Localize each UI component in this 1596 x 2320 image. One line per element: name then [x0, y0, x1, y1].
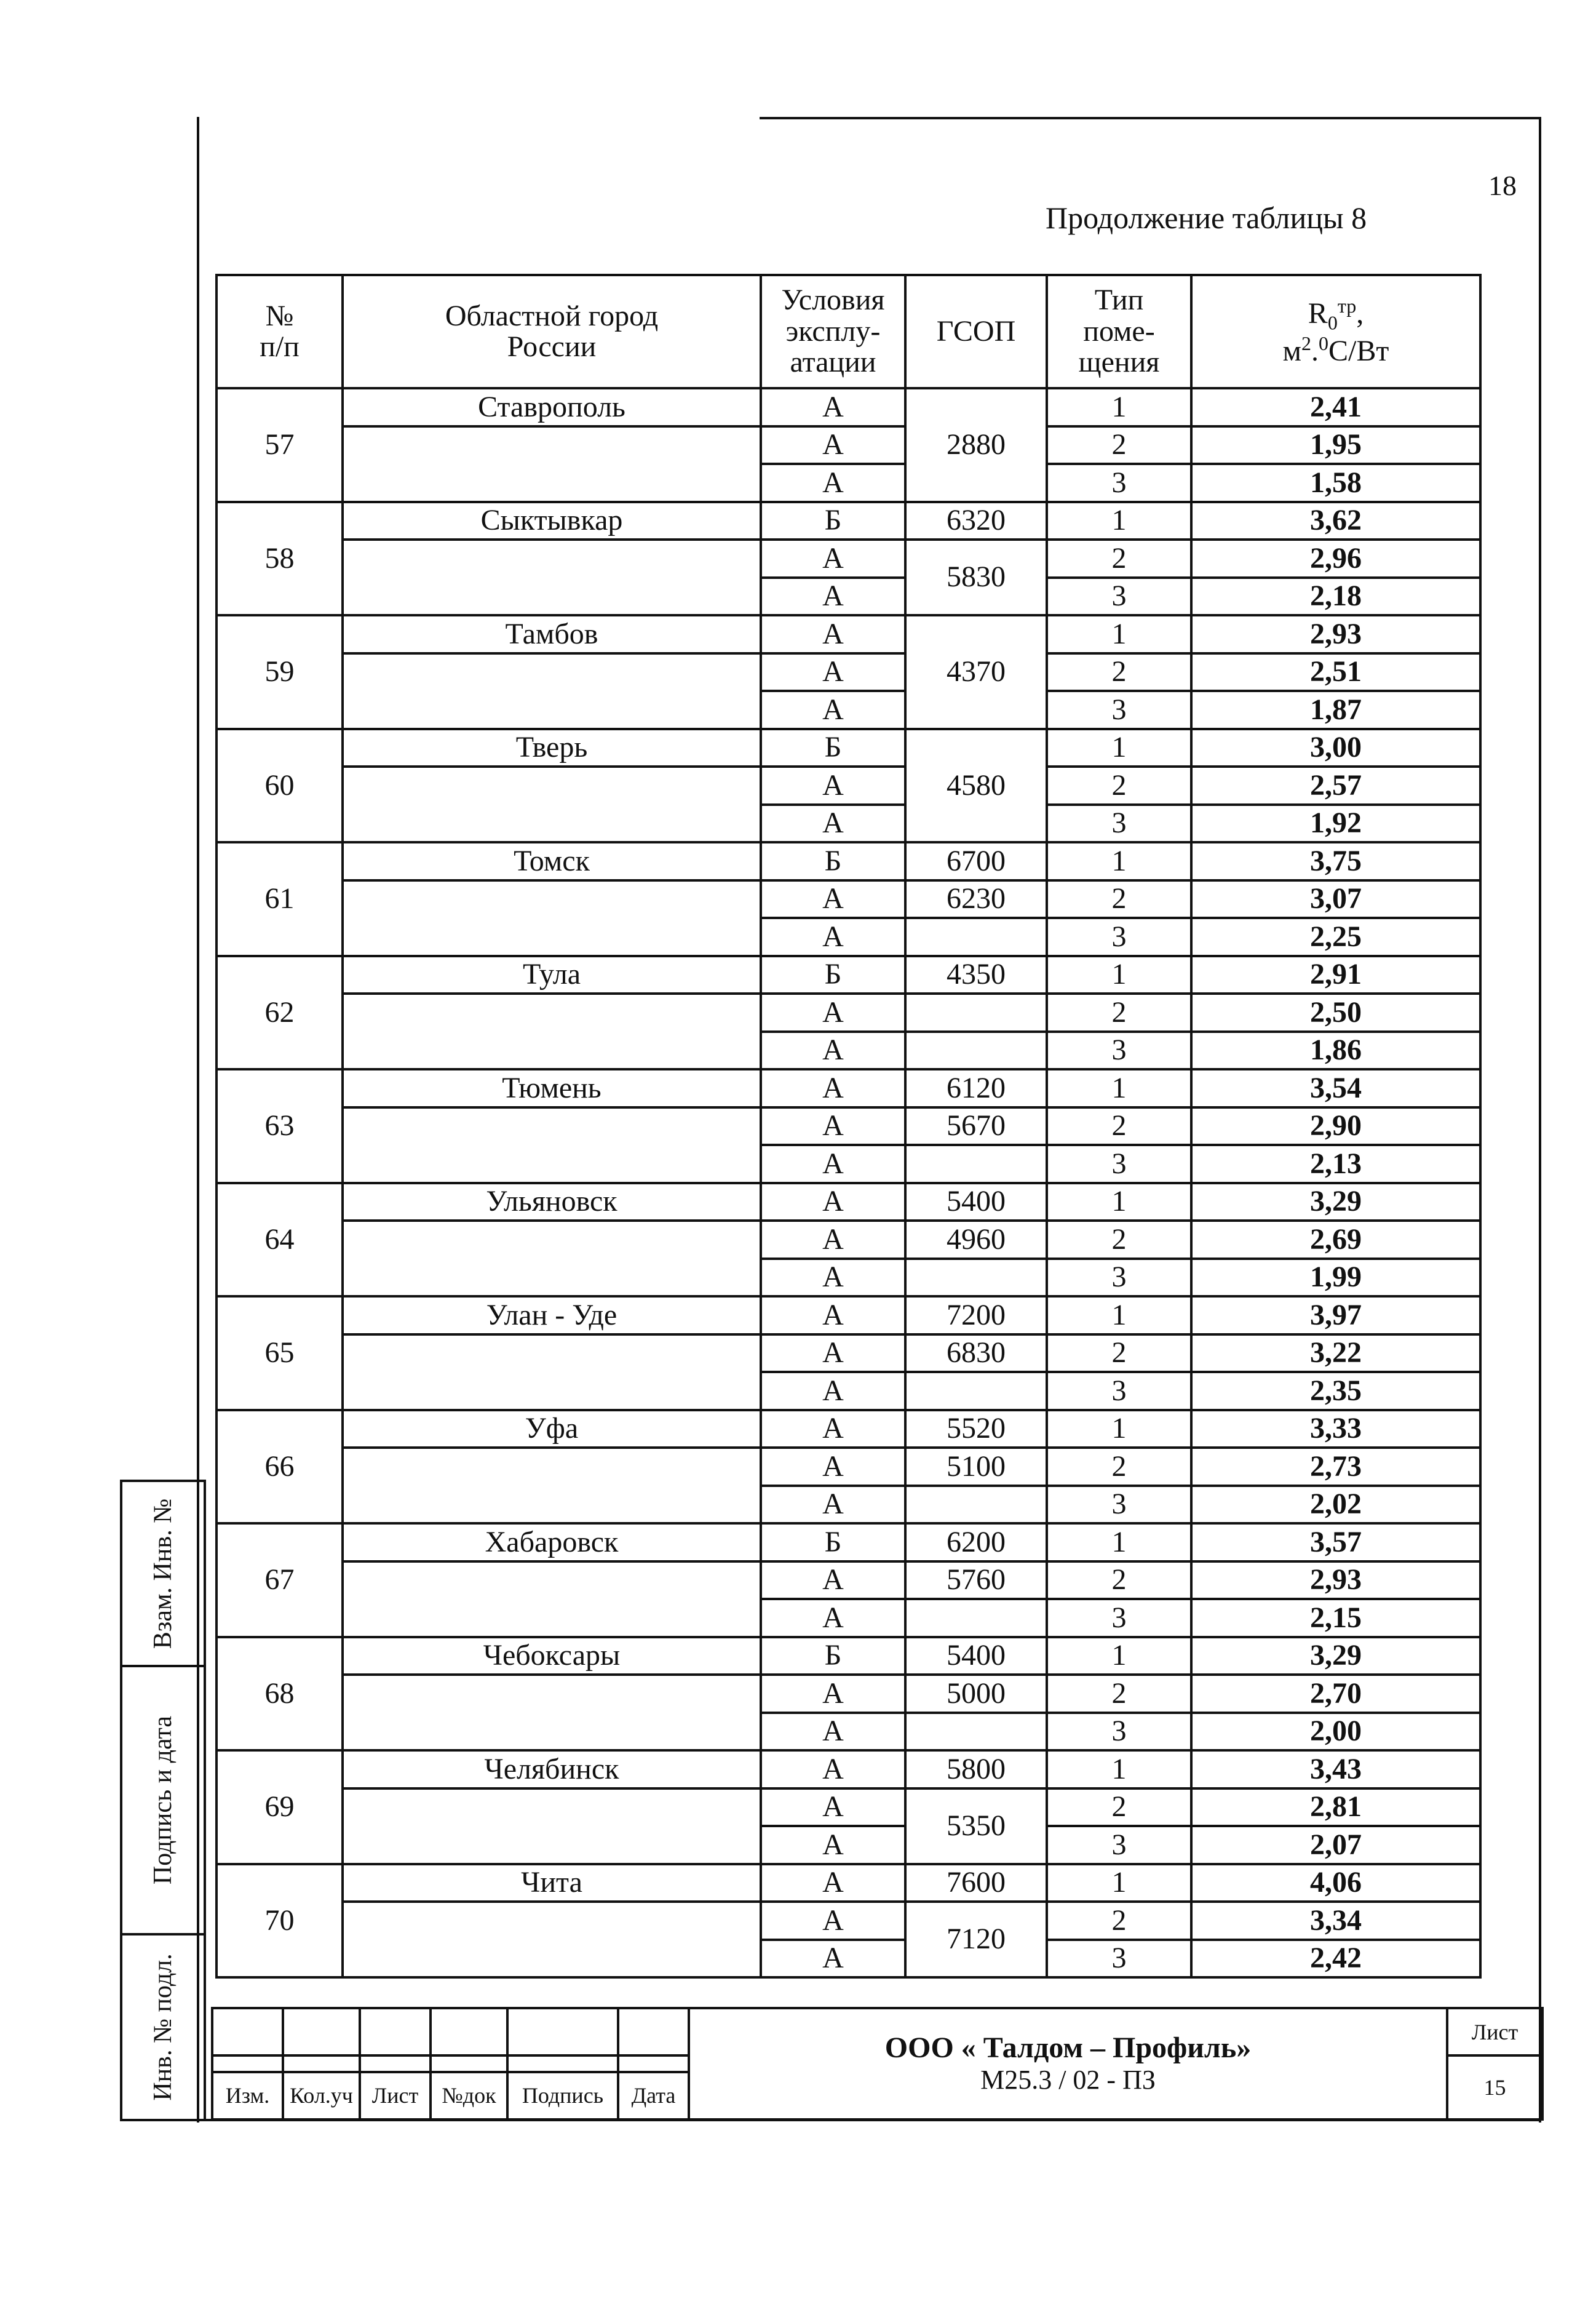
stamp-cell [618, 2008, 689, 2055]
table-row [216, 1523, 1480, 1561]
resistance-cell: 3,97 [1191, 1296, 1480, 1334]
conditions-cell: А [761, 1599, 905, 1637]
unit-rest: С/Вт [1328, 335, 1389, 368]
city-name: Ставрополь [343, 388, 761, 426]
table-row [216, 1107, 1480, 1146]
row-number: 69 [216, 1750, 343, 1864]
header-number-line1: № [265, 299, 294, 332]
room-type-cell: 3 [1047, 1599, 1191, 1637]
city-name: Сыктывкар [343, 502, 761, 540]
resistance-cell: 3,75 [1191, 842, 1480, 880]
table-row [216, 1675, 1480, 1713]
city-empty [343, 1675, 761, 1750]
gsop-cell: 6200 [905, 1523, 1047, 1561]
resistance-cell: 3,43 [1191, 1750, 1480, 1788]
top-frame-line [760, 117, 1541, 119]
side-box-vzam [120, 1480, 206, 1667]
gsop-cell [905, 1486, 1047, 1524]
row-number: 57 [216, 388, 343, 502]
stamp-cell [283, 2055, 360, 2072]
row-number: 67 [216, 1523, 343, 1637]
stamp-org-cell [689, 2008, 1447, 2119]
room-type-cell: 1 [1047, 729, 1191, 767]
side-label-podpis: Подпись и дата [149, 1715, 177, 1885]
row-number: 66 [216, 1410, 343, 1524]
room-type-cell: 3 [1047, 578, 1191, 616]
table-header-row [216, 275, 1480, 388]
resistance-cell: 3,22 [1191, 1334, 1480, 1373]
city-empty [343, 994, 761, 1069]
sheet-number: 15 [1447, 2055, 1542, 2119]
header-conditions-line2: эксплу- [785, 314, 881, 348]
city-name: Чита [343, 1864, 761, 1902]
title-block-row-1 [212, 2008, 1542, 2055]
city-empty [343, 540, 761, 615]
row-number: 59 [216, 615, 343, 729]
conditions-cell: А [761, 578, 905, 616]
conditions-cell: А [761, 653, 905, 692]
city-name: Тюмень [343, 1069, 761, 1107]
conditions-cell: А [761, 464, 905, 502]
room-type-cell: 2 [1047, 1788, 1191, 1827]
table-body [216, 388, 1480, 1977]
header-conditions-line1: Условия [781, 284, 885, 317]
room-type-cell: 2 [1047, 1334, 1191, 1373]
room-type-cell: 2 [1047, 994, 1191, 1032]
resistance-cell: 2,90 [1191, 1107, 1480, 1146]
room-type-cell: 1 [1047, 1183, 1191, 1221]
table-row [216, 426, 1480, 464]
gsop-cell: 5350 [905, 1788, 1047, 1864]
resistance-cell: 2,35 [1191, 1372, 1480, 1410]
gsop-cell: 4580 [905, 729, 1047, 843]
stamp-cell [618, 2055, 689, 2072]
side-box-inv [120, 1933, 206, 2121]
resistance-cell: 2,81 [1191, 1788, 1480, 1827]
gsop-cell: 7600 [905, 1864, 1047, 1902]
gsop-cell: 5400 [905, 1183, 1047, 1221]
resistance-cell: 2,91 [1191, 956, 1480, 994]
city-name: Чебоксары [343, 1637, 761, 1675]
table-row [216, 994, 1480, 1032]
resistance-cell: 2,57 [1191, 767, 1480, 805]
gsop-cell [905, 1713, 1047, 1751]
table-row [216, 1788, 1480, 1827]
room-type-cell: 3 [1047, 1940, 1191, 1978]
city-empty [343, 1334, 761, 1410]
title-block [211, 2007, 1544, 2121]
city-empty [343, 1107, 761, 1183]
city-empty [343, 1221, 761, 1296]
row-number: 60 [216, 729, 343, 843]
resistance-cell: 1,92 [1191, 805, 1480, 843]
table-row [216, 1448, 1480, 1486]
conditions-cell: А [761, 880, 905, 919]
conditions-cell: Б [761, 502, 905, 540]
header-room-type-line3: щения [1078, 346, 1160, 379]
room-type-cell: 2 [1047, 1675, 1191, 1713]
header-resistance [1191, 275, 1480, 388]
table-row [216, 1637, 1480, 1675]
gsop-cell: 5520 [905, 1410, 1047, 1448]
conditions-cell: А [761, 918, 905, 956]
resistance-cell: 3,57 [1191, 1523, 1480, 1561]
side-label-vzam: Взам. Инв. № [149, 1498, 177, 1649]
conditions-cell: А [761, 805, 905, 843]
table-row [216, 388, 1480, 426]
conditions-cell: Б [761, 729, 905, 767]
conditions-cell: А [761, 388, 905, 426]
document-code: М25.3 / 02 - ПЗ [980, 2065, 1156, 2095]
room-type-cell: 2 [1047, 426, 1191, 464]
r-subscript: 0 [1327, 311, 1338, 334]
room-type-cell: 2 [1047, 1221, 1191, 1259]
resistance-cell: 2,13 [1191, 1145, 1480, 1183]
gsop-cell [905, 1032, 1047, 1070]
resistance-cell: 1,99 [1191, 1259, 1480, 1297]
stamp-col-ndok: №док [431, 2072, 507, 2119]
conditions-cell: А [761, 1826, 905, 1864]
resistance-cell: 2,73 [1191, 1448, 1480, 1486]
table-row [216, 729, 1480, 767]
stamp-cell [360, 2055, 431, 2072]
stamp-col-data: Дата [618, 2072, 689, 2119]
gsop-cell [905, 1145, 1047, 1183]
city-empty [343, 880, 761, 956]
city-empty [343, 653, 761, 729]
conditions-cell: А [761, 1788, 905, 1827]
resistance-cell: 2,02 [1191, 1486, 1480, 1524]
city-name: Улан - Уде [343, 1296, 761, 1334]
gsop-cell: 6320 [905, 502, 1047, 540]
city-name: Ульяновск [343, 1183, 761, 1221]
right-frame-line [1539, 117, 1541, 2123]
resistance-cell: 4,06 [1191, 1864, 1480, 1902]
header-room-type-line1: Тип [1094, 284, 1144, 317]
table-caption: Продолжение таблицы 8 [1046, 201, 1367, 235]
resistance-cell: 3,33 [1191, 1410, 1480, 1448]
gsop-cell [905, 1259, 1047, 1297]
gsop-cell: 5760 [905, 1561, 1047, 1600]
row-number: 70 [216, 1864, 343, 1978]
header-resistance-unit [1193, 333, 1479, 367]
resistance-cell: 2,00 [1191, 1713, 1480, 1751]
room-type-cell: 1 [1047, 502, 1191, 540]
conditions-cell: Б [761, 956, 905, 994]
room-type-cell: 3 [1047, 1032, 1191, 1070]
room-type-cell: 3 [1047, 1259, 1191, 1297]
resistance-cell: 2,93 [1191, 1561, 1480, 1600]
thermal-resistance-table [215, 274, 1482, 1979]
unit-dot: . [1311, 335, 1319, 368]
header-conditions-line3: атации [790, 346, 876, 379]
header-resistance-symbol [1193, 296, 1479, 333]
stamp-cell [507, 2055, 618, 2072]
conditions-cell: А [761, 994, 905, 1032]
room-type-cell: 3 [1047, 918, 1191, 956]
city-empty [343, 426, 761, 502]
row-number: 64 [216, 1183, 343, 1297]
r-comma: , [1356, 297, 1364, 330]
city-name: Тверь [343, 729, 761, 767]
stamp-cell [431, 2055, 507, 2072]
header-conditions [761, 275, 905, 388]
header-city-line1: Областной город [445, 299, 659, 332]
room-type-cell: 1 [1047, 956, 1191, 994]
r-symbol: R [1308, 297, 1328, 330]
resistance-cell: 3,54 [1191, 1069, 1480, 1107]
conditions-cell: А [761, 1902, 905, 1940]
city-name: Тула [343, 956, 761, 994]
conditions-cell: А [761, 540, 905, 578]
city-name: Томск [343, 842, 761, 880]
stamp-cell [507, 2008, 618, 2055]
conditions-cell: А [761, 691, 905, 729]
gsop-cell [905, 1372, 1047, 1410]
room-type-cell: 3 [1047, 1826, 1191, 1864]
organization-name: ООО « Талдом – Профиль» [884, 2031, 1252, 2064]
row-number: 62 [216, 956, 343, 1070]
gsop-cell [905, 994, 1047, 1032]
table-row [216, 842, 1480, 880]
unit-sup2: 2 [1301, 332, 1312, 355]
conditions-cell: А [761, 1069, 905, 1107]
resistance-cell: 1,58 [1191, 464, 1480, 502]
room-type-cell: 1 [1047, 842, 1191, 880]
room-type-cell: 1 [1047, 1410, 1191, 1448]
conditions-cell: А [761, 1334, 905, 1373]
stamp-cell [212, 2055, 283, 2072]
room-type-cell: 3 [1047, 1372, 1191, 1410]
resistance-cell: 1,87 [1191, 691, 1480, 729]
header-room-type [1047, 275, 1191, 388]
resistance-cell: 2,42 [1191, 1940, 1480, 1978]
room-type-cell: 2 [1047, 540, 1191, 578]
resistance-cell: 3,62 [1191, 502, 1480, 540]
table-row [216, 1410, 1480, 1448]
city-name: Челябинск [343, 1750, 761, 1788]
table-row [216, 1183, 1480, 1221]
conditions-cell: А [761, 1183, 905, 1221]
stamp-cell [431, 2008, 507, 2055]
conditions-cell: А [761, 1486, 905, 1524]
conditions-cell: А [761, 1296, 905, 1334]
row-number: 58 [216, 502, 343, 616]
room-type-cell: 1 [1047, 1750, 1191, 1788]
stamp-col-podpis: Подпись [507, 2072, 618, 2119]
resistance-cell: 2,41 [1191, 388, 1480, 426]
side-box-podpis [120, 1665, 206, 1935]
table-row [216, 1296, 1480, 1334]
resistance-cell: 1,95 [1191, 426, 1480, 464]
side-label-inv: Инв. № подл. [149, 1953, 177, 2101]
conditions-cell: А [761, 1145, 905, 1183]
conditions-cell: А [761, 1410, 905, 1448]
gsop-cell: 5400 [905, 1637, 1047, 1675]
conditions-cell: А [761, 615, 905, 653]
city-empty [343, 1561, 761, 1637]
row-number: 61 [216, 842, 343, 956]
gsop-cell: 6830 [905, 1334, 1047, 1373]
conditions-cell: А [761, 1750, 905, 1788]
gsop-cell: 2880 [905, 388, 1047, 502]
unit-m: м [1282, 335, 1302, 368]
gsop-cell [905, 1599, 1047, 1637]
conditions-cell: А [761, 1221, 905, 1259]
city-name: Хабаровск [343, 1523, 761, 1561]
table-row [216, 653, 1480, 692]
conditions-cell: А [761, 1864, 905, 1902]
table-row [216, 1750, 1480, 1788]
gsop-cell: 7200 [905, 1296, 1047, 1334]
city-empty [343, 767, 761, 842]
gsop-cell: 6700 [905, 842, 1047, 880]
room-type-cell: 1 [1047, 1069, 1191, 1107]
room-type-cell: 2 [1047, 653, 1191, 692]
gsop-cell: 4960 [905, 1221, 1047, 1259]
city-empty [343, 1902, 761, 1977]
room-type-cell: 1 [1047, 615, 1191, 653]
header-gsop: ГСОП [905, 275, 1047, 388]
resistance-cell: 3,00 [1191, 729, 1480, 767]
gsop-cell: 6230 [905, 880, 1047, 919]
room-type-cell: 3 [1047, 1713, 1191, 1751]
table-row [216, 1902, 1480, 1940]
gsop-cell: 4370 [905, 615, 1047, 729]
gsop-cell: 6120 [905, 1069, 1047, 1107]
conditions-cell: А [761, 1940, 905, 1978]
gsop-cell: 5100 [905, 1448, 1047, 1486]
resistance-cell: 1,86 [1191, 1032, 1480, 1070]
conditions-cell: А [761, 1675, 905, 1713]
room-type-cell: 2 [1047, 880, 1191, 919]
room-type-cell: 3 [1047, 1486, 1191, 1524]
resistance-cell: 2,93 [1191, 615, 1480, 653]
conditions-cell: А [761, 767, 905, 805]
conditions-cell: Б [761, 842, 905, 880]
room-type-cell: 3 [1047, 464, 1191, 502]
resistance-cell: 2,07 [1191, 1826, 1480, 1864]
stamp-col-koluch: Кол.уч [283, 2072, 360, 2119]
room-type-cell: 1 [1047, 388, 1191, 426]
gsop-cell: 5830 [905, 540, 1047, 615]
room-type-cell: 1 [1047, 1864, 1191, 1902]
table-row [216, 502, 1480, 540]
resistance-cell: 2,50 [1191, 994, 1480, 1032]
gsop-cell: 5670 [905, 1107, 1047, 1146]
row-number: 68 [216, 1637, 343, 1751]
stamp-col-izm: Изм. [212, 2072, 283, 2119]
room-type-cell: 3 [1047, 805, 1191, 843]
conditions-cell: А [761, 1561, 905, 1600]
room-type-cell: 2 [1047, 767, 1191, 805]
stamp-cell [283, 2008, 360, 2055]
row-number: 65 [216, 1296, 343, 1410]
resistance-cell: 2,69 [1191, 1221, 1480, 1259]
header-number-line2: п/п [260, 330, 300, 363]
resistance-cell: 2,51 [1191, 653, 1480, 692]
gsop-cell: 7120 [905, 1902, 1047, 1977]
resistance-cell: 3,29 [1191, 1183, 1480, 1221]
room-type-cell: 2 [1047, 1107, 1191, 1146]
table-row [216, 1221, 1480, 1259]
conditions-cell: А [761, 1713, 905, 1751]
room-type-cell: 3 [1047, 1145, 1191, 1183]
table-row [216, 880, 1480, 919]
city-name: Тамбов [343, 615, 761, 653]
resistance-cell: 3,29 [1191, 1637, 1480, 1675]
room-type-cell: 2 [1047, 1902, 1191, 1940]
table-row [216, 1864, 1480, 1902]
table-row [216, 1334, 1480, 1373]
table-row [216, 1069, 1480, 1107]
room-type-cell: 1 [1047, 1296, 1191, 1334]
room-type-cell: 2 [1047, 1448, 1191, 1486]
header-room-type-line2: поме- [1083, 314, 1155, 348]
gsop-cell: 5000 [905, 1675, 1047, 1713]
conditions-cell: А [761, 1372, 905, 1410]
row-number: 63 [216, 1069, 343, 1183]
stamp-cell [212, 2008, 283, 2055]
room-type-cell: 3 [1047, 691, 1191, 729]
table-row [216, 540, 1480, 578]
room-type-cell: 1 [1047, 1523, 1191, 1561]
conditions-cell: А [761, 1448, 905, 1486]
stamp-col-list: Лист [360, 2072, 431, 2119]
unit-sup0: 0 [1319, 332, 1329, 355]
conditions-cell: Б [761, 1523, 905, 1561]
conditions-cell: А [761, 1259, 905, 1297]
resistance-cell: 2,15 [1191, 1599, 1480, 1637]
gsop-cell [905, 918, 1047, 956]
city-name: Уфа [343, 1410, 761, 1448]
stamp-cell [360, 2008, 431, 2055]
conditions-cell: А [761, 1107, 905, 1146]
resistance-cell: 3,34 [1191, 1902, 1480, 1940]
table-row [216, 1561, 1480, 1600]
resistance-cell: 2,96 [1191, 540, 1480, 578]
header-number [216, 275, 343, 388]
resistance-cell: 2,25 [1191, 918, 1480, 956]
table-row [216, 956, 1480, 994]
city-empty [343, 1788, 761, 1864]
sheet-label: Лист [1447, 2008, 1542, 2055]
conditions-cell: Б [761, 1637, 905, 1675]
table-row [216, 767, 1480, 805]
city-empty [343, 1448, 761, 1523]
conditions-cell: А [761, 426, 905, 464]
room-type-cell: 2 [1047, 1561, 1191, 1600]
page-number: 18 [1488, 170, 1517, 201]
room-type-cell: 1 [1047, 1637, 1191, 1675]
conditions-cell: А [761, 1032, 905, 1070]
header-city [343, 275, 761, 388]
table-row [216, 615, 1480, 653]
resistance-cell: 2,70 [1191, 1675, 1480, 1713]
r-superscript: тр [1337, 295, 1357, 317]
resistance-cell: 3,07 [1191, 880, 1480, 919]
header-city-line2: России [507, 330, 597, 363]
gsop-cell: 4350 [905, 956, 1047, 994]
gsop-cell: 5800 [905, 1750, 1047, 1788]
resistance-cell: 2,18 [1191, 578, 1480, 616]
